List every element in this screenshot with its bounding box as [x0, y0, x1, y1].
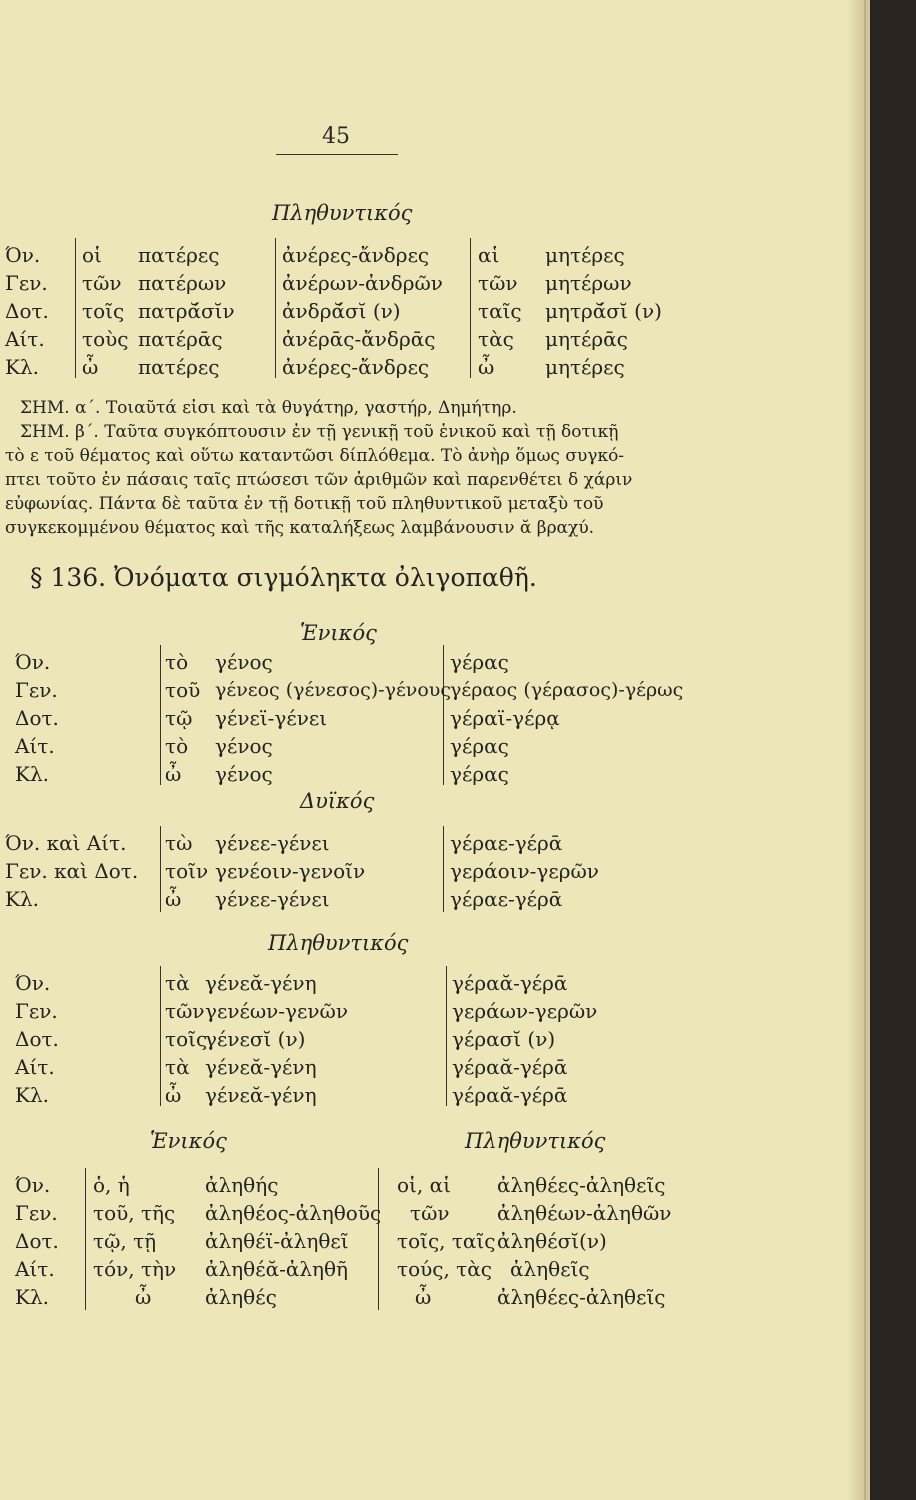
column-divider [470, 238, 471, 378]
table-cell: τῷ [165, 706, 193, 730]
table-cell: τὸ [165, 650, 189, 674]
plural-heading-3: Πληθυντικός [465, 1129, 606, 1153]
table-cell: τῷ, τῇ [93, 1229, 157, 1253]
table-cell: πατέρες [138, 355, 220, 379]
table-cell: γέρας [450, 734, 509, 758]
page-number-rule [276, 154, 398, 155]
table-cell: ὦ [478, 355, 495, 379]
table-cell: τὰ [165, 1055, 190, 1079]
column-divider [160, 826, 161, 912]
case-label: Κλ. [5, 887, 39, 911]
table-cell: ταῖς [478, 299, 522, 323]
table-cell: γένεϊ-γένει [215, 706, 328, 730]
dual-heading: Δυϊκός [300, 789, 375, 813]
table-cell: τὸ [165, 734, 189, 758]
note-line: συγκεκομμένου θέματος καὶ τῆς καταλήξεως λαμβάνουσιν ᾰ βραχύ. [5, 518, 595, 538]
note-line: εὐφωνίας. Πάντα δὲ ταῦτα ἐν τῇ δοτικῇ τοῦ πληθυντικοῦ μεταξὺ τοῦ [5, 494, 604, 514]
table-cell: γέραος (γέρασος)-γέρως [450, 679, 684, 701]
case-label: Δοτ. [15, 706, 59, 730]
note-line: πτει τοῦτο ἐν πάσαις ταῖς πτώσεσι τῶν ἀριθμῶν καὶ παρενθέτει δ χάριν [5, 470, 633, 490]
case-label: Γεν. καὶ Δοτ. [5, 859, 139, 883]
table-cell: γέρας [450, 650, 509, 674]
case-label: Αίτ. [5, 327, 45, 351]
table-cell: γέρασῐ (ν) [452, 1027, 556, 1051]
table-cell: ὦ [135, 1285, 152, 1309]
plural-heading-1: Πληθυντικός [272, 201, 413, 225]
table-cell: ὦ [82, 355, 99, 379]
table-cell: γένεε-γένει [215, 887, 330, 911]
column-divider [160, 966, 161, 1106]
case-label: Όν. [5, 243, 41, 267]
column-divider [378, 1168, 379, 1310]
table-cell: οἱ [82, 243, 102, 267]
table-cell: ἀληθέσῐ(ν) [497, 1229, 607, 1253]
table-cell: μητέρες [545, 355, 625, 379]
case-label: Όν. [15, 1173, 51, 1197]
table-cell: γέρας [450, 762, 509, 786]
table-cell: γένος [215, 734, 273, 758]
case-label: Όν. [15, 650, 51, 674]
singular-heading-2: Ἑνικός [300, 621, 377, 645]
case-label: Γεν. [15, 678, 58, 702]
column-divider [275, 238, 276, 378]
case-label: Αίτ. [15, 1257, 55, 1281]
table-cell: γένεᾰ-γένη [205, 1055, 317, 1079]
table-cell: τοῖς [165, 1027, 208, 1051]
table-cell: ἀληθής [205, 1173, 279, 1197]
table-cell: τὼ [165, 831, 193, 855]
column-divider [160, 645, 161, 785]
table-cell: γέραϊ-γέρᾳ [450, 706, 560, 730]
table-cell: πατέρες [138, 243, 220, 267]
table-cell: τῶν [410, 1201, 450, 1225]
table-cell: πατέρᾱς [138, 327, 223, 351]
case-label: Αίτ. [15, 1055, 55, 1079]
table-cell: ἀληθέᾰ-ἀληθῆ [205, 1257, 349, 1281]
table-cell: γέραᾰ-γέρᾱ [452, 971, 568, 995]
table-cell: ἀληθεῖς [510, 1257, 590, 1281]
case-label: Δοτ. [5, 299, 49, 323]
column-divider [446, 966, 447, 1106]
table-cell: γένεᾰ-γένη [205, 1083, 317, 1107]
table-cell: πατρᾰ́σῐν [138, 299, 235, 323]
case-label: Όν. [15, 971, 51, 995]
table-cell: γεράων-γερῶν [452, 999, 598, 1023]
table-cell: ὦ [165, 1083, 182, 1107]
table-cell: τούς, τὰς [397, 1257, 492, 1281]
table-cell: μητρᾰ́σῐ (ν) [545, 299, 662, 323]
case-label: Αίτ. [15, 734, 55, 758]
singular-heading-3: Ἑνικός [150, 1129, 227, 1153]
table-cell: τὰς [478, 327, 514, 351]
table-cell: ὁ, ἡ [93, 1173, 130, 1197]
case-label: Κλ. [5, 355, 39, 379]
table-cell: τῶν [478, 271, 518, 295]
case-label: Όν. καὶ Αίτ. [5, 831, 127, 855]
table-cell: τῶν [82, 271, 122, 295]
column-divider [443, 826, 444, 912]
table-cell: ὦ [165, 887, 182, 911]
note-line: ΣΗΜ. α΄. Τοιαῦτά εἰσι καὶ τὰ θυγάτηρ, γαστήρ, Δημήτηρ. [20, 398, 517, 418]
table-cell: ἀνέρων-ἀνδρῶν [282, 271, 443, 295]
case-label: Κλ. [15, 1083, 49, 1107]
case-label: Κλ. [15, 762, 49, 786]
table-cell: ἀληθέων-ἀληθῶν [497, 1201, 672, 1225]
table-cell: γέραᾰ-γέρᾱ [452, 1055, 568, 1079]
column-divider [443, 645, 444, 785]
table-cell: ὦ [415, 1285, 432, 1309]
table-cell: τοῖς, ταῖς [397, 1229, 496, 1253]
table-cell: γεράοιν-γερῶν [450, 859, 599, 883]
section-heading: § 136. Ὀνόματα σιγμόληκτα ὀλιγοπαθῆ. [30, 563, 537, 592]
table-cell: ἀληθέϊ-ἀληθεῖ [205, 1229, 349, 1253]
page-number: 45 [322, 124, 350, 149]
table-cell: ἀληθέος-ἀληθοῦς [205, 1201, 382, 1225]
table-cell: τοῦ [165, 678, 201, 702]
case-label: Γεν. [15, 1201, 58, 1225]
table-cell: τῶν [165, 999, 205, 1023]
table-cell: μητέρων [545, 271, 632, 295]
table-cell: γενέοιν-γενοῖν [215, 859, 366, 883]
table-cell: ἀνέρες-ἄνδρες [282, 243, 430, 267]
table-cell: γέραε-γέρᾱ [450, 831, 563, 855]
table-cell: γένεος (γένεσος)-γένους [215, 679, 451, 701]
table-cell: αἱ [478, 243, 500, 267]
table-cell: γέραᾰ-γέρᾱ [452, 1083, 568, 1107]
table-cell: τὰ [165, 971, 190, 995]
plural-heading-2: Πληθυντικός [268, 931, 409, 955]
table-cell: τόν, τὴν [93, 1257, 177, 1281]
case-label: Κλ. [15, 1285, 49, 1309]
note-line: ΣΗΜ. β΄. Ταῦτα συγκόπτουσιν ἐν τῇ γενικῇ τοῦ ἑνικοῦ καὶ τῇ δοτικῇ [20, 422, 619, 442]
table-cell: οἱ, αἱ [397, 1173, 451, 1197]
table-cell: γένος [215, 762, 273, 786]
table-cell: γένεᾰ-γένη [205, 971, 317, 995]
case-label: Δοτ. [15, 1229, 59, 1253]
table-cell: γέραε-γέρᾱ [450, 887, 563, 911]
table-cell: ὦ [165, 762, 182, 786]
table-cell: τοῖν [165, 859, 209, 883]
table-cell: γένος [215, 650, 273, 674]
table-cell: γενέων-γενῶν [205, 999, 348, 1023]
column-divider [85, 1168, 86, 1310]
table-cell: τοῦ, τῆς [93, 1201, 176, 1225]
case-label: Γεν. [15, 999, 58, 1023]
table-cell: ἀληθέες-ἀληθεῖς [497, 1285, 666, 1309]
table-cell: ἀληθές [205, 1285, 277, 1309]
table-cell: ἀνδρᾰ́σῐ (ν) [282, 299, 401, 323]
table-cell: μητέρᾱς [545, 327, 628, 351]
table-cell: γένεσῐ (ν) [205, 1027, 306, 1051]
table-cell: μητέρες [545, 243, 625, 267]
table-cell: ἀνέρες-ἄνδρες [282, 355, 430, 379]
column-divider [75, 238, 76, 378]
table-cell: τοὺς [82, 327, 129, 351]
table-cell: ἀνέρᾱς-ἄνδρᾱς [282, 327, 436, 351]
note-line: τὸ ε τοῦ θέματος καὶ οὕτω καταντῶσι δίπλόθεμα. Τὸ ἀνὴρ ὅμως συγκό- [5, 446, 625, 466]
table-cell: γένεε-γένει [215, 831, 330, 855]
table-cell: ἀληθέες-ἀληθεῖς [497, 1173, 666, 1197]
case-label: Γεν. [5, 271, 48, 295]
table-cell: τοῖς [82, 299, 125, 323]
case-label: Δοτ. [15, 1027, 59, 1051]
table-cell: πατέρων [138, 271, 227, 295]
